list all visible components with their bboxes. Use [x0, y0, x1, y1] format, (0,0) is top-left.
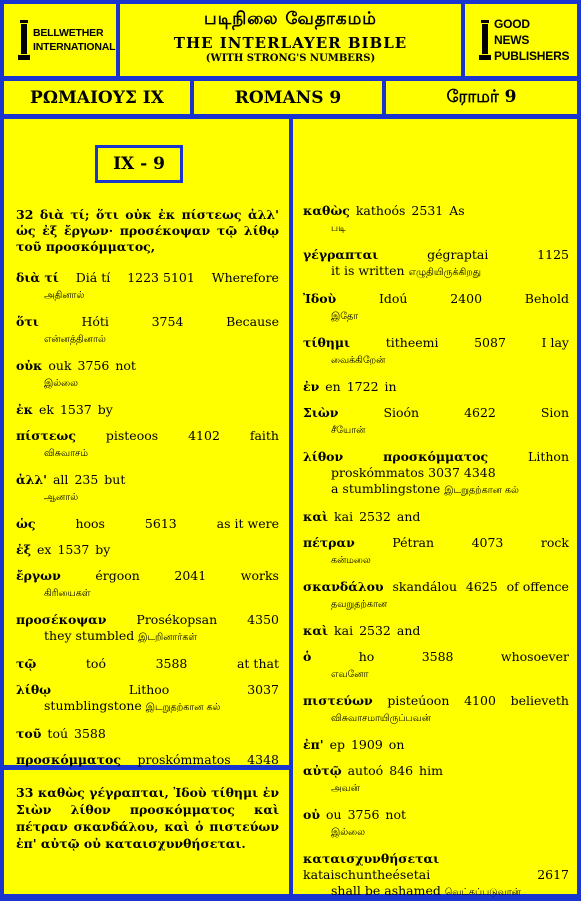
strongs-number: 3588 [74, 726, 106, 741]
strongs-number: 235 [74, 472, 99, 487]
english-gloss: him [419, 763, 443, 778]
word-entry [303, 379, 569, 395]
word-entry-line [303, 247, 569, 263]
word-entry-line [16, 270, 279, 286]
word-entry [303, 405, 569, 439]
strongs-number: 5613 [144, 516, 177, 531]
word-entry-line [303, 649, 569, 665]
strongs-number: 3756 [347, 807, 380, 822]
word-entry-line [303, 405, 569, 421]
strongs-number: 3588 [421, 649, 454, 664]
greek-word: τοῦ [16, 726, 42, 741]
english-gloss: faith [249, 428, 279, 443]
english-gloss: by [97, 402, 113, 417]
strongs-number: 4350 [247, 612, 279, 627]
english-gloss: believeth [510, 693, 569, 708]
english-gloss: at that [236, 656, 279, 671]
verse33-text: 33 καθὼς γέγραπται, Ἰδοὺ τίθημι ἐν Σιὼν λίθον προσκόμματος καὶ πέτραν σκανδάλου, καὶ ὁ πιστεύων ἐπ' αὐτῷ οὐ καταισχυνθήσεται. [16, 785, 279, 851]
english-gloss: and [396, 509, 421, 524]
word-entry-line [16, 472, 279, 488]
book-tamil: ரோமர் 9 [386, 81, 577, 114]
word-entry-line [303, 481, 569, 499]
word-entry-sub [303, 551, 569, 569]
word-entry [303, 449, 569, 499]
tamil-gloss: எழுதியிருக்கிறது [408, 267, 482, 278]
english-gloss: by [95, 542, 111, 557]
transliteration: kathoós [355, 203, 406, 218]
strongs-number: 1909 [350, 737, 383, 752]
word-entry [303, 737, 569, 753]
greek-word: καταισχυνθήσεται [303, 851, 440, 866]
english-gloss: on [388, 737, 405, 752]
word-entry [303, 509, 569, 525]
english-gloss: Sion [540, 405, 569, 420]
word-entry-sub [16, 698, 279, 716]
word-entry-sub [303, 307, 569, 325]
strongs-number: 5087 [474, 335, 506, 350]
greek-word: ὁ [303, 649, 312, 664]
transliteration: toó [85, 656, 106, 671]
word-entry-line [16, 656, 279, 672]
book-greek: ΡΩΜΑΙΟΥΣ IX [4, 81, 190, 114]
word-entry-line [303, 449, 569, 465]
tamil-gloss: கிரியைகள் [44, 588, 91, 599]
word-entry-line [16, 726, 279, 742]
greek-word: ἐξ [16, 542, 32, 557]
word-entry-line [16, 682, 279, 698]
transliteration: gégraptai [427, 247, 489, 262]
verse33-pane [4, 770, 289, 894]
word-entry-line [303, 693, 569, 709]
english-gloss: not [385, 807, 407, 822]
verse32-section [4, 207, 289, 796]
book-english: ROMANS 9 [194, 81, 382, 114]
right-word-list [293, 119, 577, 901]
tamil-gloss: தவறுதற்கான [331, 599, 388, 610]
greek-word: ἐν [303, 379, 320, 394]
word-entry [303, 807, 569, 841]
transliteration: Diá tí [75, 270, 111, 285]
strongs-number: 2400 [450, 291, 483, 306]
greek-word: πιστεύων [303, 693, 373, 708]
greek-word: ἔργων [16, 568, 61, 583]
word-entry-sub [303, 709, 569, 727]
english-gloss: Because [226, 314, 279, 329]
strongs-number: 1125 [537, 247, 569, 262]
transliteration: hoos [75, 516, 105, 531]
strongs-number: 2041 [174, 568, 207, 583]
tamil-gloss: அதினால் [44, 290, 85, 301]
pillar-icon [478, 18, 492, 62]
chapter-label: IX - 9 [95, 145, 183, 183]
word-entry [16, 612, 279, 646]
english-gloss: of offence [506, 579, 569, 594]
greek-word: καθὼς [303, 203, 350, 218]
word-entry-sub [303, 421, 569, 439]
word-entry [303, 649, 569, 683]
word-entry-sub [303, 595, 569, 613]
word-entry-line [16, 428, 279, 444]
tamil-gloss: என்னத்தினால் [44, 334, 106, 345]
tamil-gloss: படி [331, 223, 346, 234]
greek-word: ἐπ' [303, 737, 324, 752]
strongs-number: 2617 [537, 867, 569, 882]
tamil-gloss: ஆனால் [44, 492, 79, 503]
word-entry-sub [303, 665, 569, 683]
greek-word: ὅτι [16, 314, 39, 329]
word-entry-line [303, 203, 569, 219]
english-gloss: shall be ashamed [331, 883, 441, 898]
word-entry-line [303, 335, 569, 351]
strongs-number: 4622 [464, 405, 496, 420]
word-entry [303, 579, 569, 613]
strongs-number: 4348 [247, 752, 279, 767]
greek-word: καὶ [303, 509, 329, 524]
greek-word: ἐκ [16, 402, 33, 417]
english-gloss: they stumbled [44, 628, 135, 643]
word-entry [303, 247, 569, 281]
tamil-gloss: இடறுதற்கான கல் [145, 702, 221, 713]
header-title-block [120, 4, 461, 76]
greek-word: γέγραπται [303, 247, 379, 262]
greek-word: τίθημι [303, 335, 351, 350]
word-entry-line [303, 465, 569, 481]
word-entry-sub [303, 883, 569, 901]
word-entry [16, 682, 279, 716]
word-entry-sub [16, 330, 279, 348]
title-sub: (WITH STRONG'S NUMBERS) [205, 53, 376, 64]
transliteration: toú [47, 726, 69, 741]
greek-word: λίθῳ [16, 682, 52, 697]
english-gloss: a stumblingstone [331, 481, 441, 496]
word-entry [16, 516, 279, 532]
word-entry-sub [303, 351, 569, 369]
word-entry [16, 270, 279, 304]
transliteration: titheemi [385, 335, 439, 350]
transliteration: Hóti [81, 314, 109, 329]
transliteration: kai [334, 623, 354, 638]
word-entry [303, 763, 569, 797]
bellwether-logo [4, 4, 116, 76]
tamil-gloss: இல்லை [331, 827, 366, 838]
greek-word: προσκόμματος [16, 752, 121, 767]
english-gloss: Behold [524, 291, 569, 306]
greek-word: λίθον [303, 449, 344, 464]
transliteration: érgoon [95, 568, 140, 583]
word-entry-line [16, 542, 279, 558]
word-entry [16, 726, 279, 742]
word-entry-sub [303, 263, 569, 281]
greek-word: ὡς [16, 516, 36, 531]
word-entry [303, 535, 569, 569]
tamil-gloss: இடறுதற்கான கல் [444, 485, 519, 496]
transliteration: kai [334, 509, 354, 524]
greek-word: πίστεως [16, 428, 76, 443]
word-entry-line [16, 358, 279, 374]
transliteration: ex [37, 542, 52, 557]
tamil-gloss: விசுவாசமாயிருப்பவன் [331, 713, 431, 724]
word-entry-line [16, 612, 279, 628]
word-entry [16, 402, 279, 418]
english-gloss: rock [540, 535, 569, 550]
greek-word: Σιὼν [303, 405, 339, 420]
greek-word: διὰ τί [16, 270, 59, 285]
strongs-number: 1537 [57, 542, 90, 557]
english-gloss: it is written [331, 263, 405, 278]
word-entry-line [16, 402, 279, 418]
word-entry-line [16, 314, 279, 330]
word-entry [303, 335, 569, 369]
strongs-number: 3037 [247, 682, 279, 697]
word-entry-sub [16, 628, 279, 646]
transliteration: Idoú [378, 291, 408, 306]
english-gloss: works [240, 568, 279, 583]
word-entry-sub [16, 286, 279, 304]
greek-word: Ἰδοὺ [303, 291, 337, 306]
word-entry-line [16, 752, 279, 768]
greek-word: προσκόμματος [383, 449, 489, 464]
tamil-gloss: வெட்கப்படுவான் [444, 887, 521, 898]
right-pane [293, 119, 577, 898]
transliteration: proskómmatos [137, 752, 231, 767]
word-entry-sub [16, 444, 279, 462]
greek-word: οὐ [303, 807, 321, 822]
transliteration: ou [326, 807, 342, 822]
word-entry-line [303, 509, 569, 525]
strongs-number: 4625 [465, 579, 498, 594]
english-gloss: whosoever [500, 649, 569, 664]
english-gloss: in [384, 379, 397, 394]
word-entry [16, 314, 279, 348]
greek-word: προσέκοψαν [16, 612, 107, 627]
word-entry [303, 623, 569, 639]
word-entry [303, 291, 569, 325]
word-entry-sub [303, 219, 569, 237]
left-pane [4, 119, 289, 765]
tamil-gloss: விசுவாசம் [44, 448, 88, 459]
english-gloss: As [449, 203, 465, 218]
transliteration: Sioón [383, 405, 420, 420]
strongs-number: 4102 [188, 428, 220, 443]
word-entry-sub [16, 488, 279, 506]
transliteration: ho [358, 649, 375, 664]
greek-word: πέτραν [303, 535, 355, 550]
transliteration: all [52, 472, 69, 487]
word-entry [16, 358, 279, 392]
word-entry [16, 472, 279, 506]
english-gloss: and [396, 623, 421, 638]
transliteration: Pétran [392, 535, 435, 550]
word-entry-sub [16, 584, 279, 602]
left-word-list [16, 270, 279, 786]
tamil-gloss: அவன் [331, 783, 360, 794]
tamil-gloss: எவனோ [331, 669, 369, 680]
transliteration: Lithon [528, 449, 569, 464]
word-entry-line [303, 579, 569, 595]
strongs-number: 2532 [359, 509, 391, 524]
transliteration: skandálou [392, 579, 458, 594]
greek-word: αὐτῷ [303, 763, 342, 778]
transliteration: pisteoos [105, 428, 159, 443]
word-entry-line [303, 291, 569, 307]
word-entry-line [303, 851, 569, 883]
left-logo-text: BELLWETHER INTERNATIONAL [33, 27, 116, 53]
pillar-icon [17, 18, 31, 62]
title-main: THE INTERLAYER BIBLE [173, 34, 408, 52]
strongs-number: 2532 [359, 623, 391, 638]
strongs-number: 3588 [155, 656, 188, 671]
word-entry [16, 542, 279, 558]
title-tamil: படிநிலை வேதாகமம் [204, 9, 377, 29]
strongs-number: 2531 [411, 203, 444, 218]
transliteration: ouk [48, 358, 72, 373]
good-news-logo [465, 4, 577, 76]
word-entry-line [303, 807, 569, 823]
greek-word: τῷ [16, 656, 37, 671]
strongs-number: 1537 [59, 402, 92, 417]
english-gloss: Wherefore [211, 270, 279, 285]
word-entry-line [16, 568, 279, 584]
word-entry [16, 656, 279, 672]
tamil-gloss: இதோ [331, 311, 359, 322]
english-gloss: stumblingstone [44, 698, 142, 713]
transliteration: pisteúoon [387, 693, 450, 708]
word-entry-line [303, 535, 569, 551]
transliteration: Lithoo [128, 682, 170, 697]
word-entry [303, 203, 569, 237]
transliteration-numbers: proskómmatos 3037 4348 [331, 465, 496, 480]
right-logo-text: GOOD NEWS PUBLISHERS [494, 17, 570, 63]
word-entry-line [303, 623, 569, 639]
word-entry-sub [16, 374, 279, 392]
greek-word: καὶ [303, 623, 329, 638]
transliteration: kataischuntheésetai [303, 867, 431, 882]
word-entry-line [16, 516, 279, 532]
english-gloss: as it were [216, 516, 279, 531]
strongs-number: 1223 5101 [127, 270, 195, 285]
word-entry-line [303, 379, 569, 395]
transliteration: ek [38, 402, 54, 417]
greek-word: σκανδάλου [303, 579, 384, 594]
greek-word: οὐκ [16, 358, 43, 373]
english-gloss: not [115, 358, 136, 373]
english-gloss: I lay [541, 335, 569, 350]
word-entry-sub [303, 779, 569, 797]
english-gloss: but [104, 472, 126, 487]
tamil-gloss: கன்மலை [331, 555, 371, 566]
word-entry-line [303, 763, 569, 779]
strongs-number: 1722 [346, 379, 379, 394]
tamil-gloss: இடறினார்கள் [138, 632, 197, 643]
tamil-gloss: வைக்கிறேன் [331, 355, 386, 366]
strongs-number: 3756 [77, 358, 110, 373]
tamil-gloss: இல்லை [44, 378, 79, 389]
word-entry [303, 693, 569, 727]
transliteration: autoó [347, 763, 384, 778]
greek-word: ἀλλ' [16, 472, 47, 487]
strongs-number: 846 [389, 763, 414, 778]
transliteration: Prosékopsan [136, 612, 218, 627]
word-entry-sub [303, 823, 569, 841]
word-entry [303, 851, 569, 901]
word-entry [16, 568, 279, 602]
transliteration: ep [329, 737, 345, 752]
tamil-gloss: சீயோன் [331, 425, 366, 436]
transliteration: en [325, 379, 341, 394]
verse32-text: 32 διὰ τί; ὅτι οὐκ ἐκ πίστεως ἀλλ' ὡς ἐξ ἔργων· προσέκοψαν τῷ λίθῳ τοῦ προσκόμματος, [16, 207, 279, 254]
word-entry [16, 428, 279, 462]
word-entry-line [303, 737, 569, 753]
strongs-number: 3754 [151, 314, 184, 329]
strongs-number: 4073 [471, 535, 504, 550]
strongs-number: 4100 [464, 693, 496, 708]
